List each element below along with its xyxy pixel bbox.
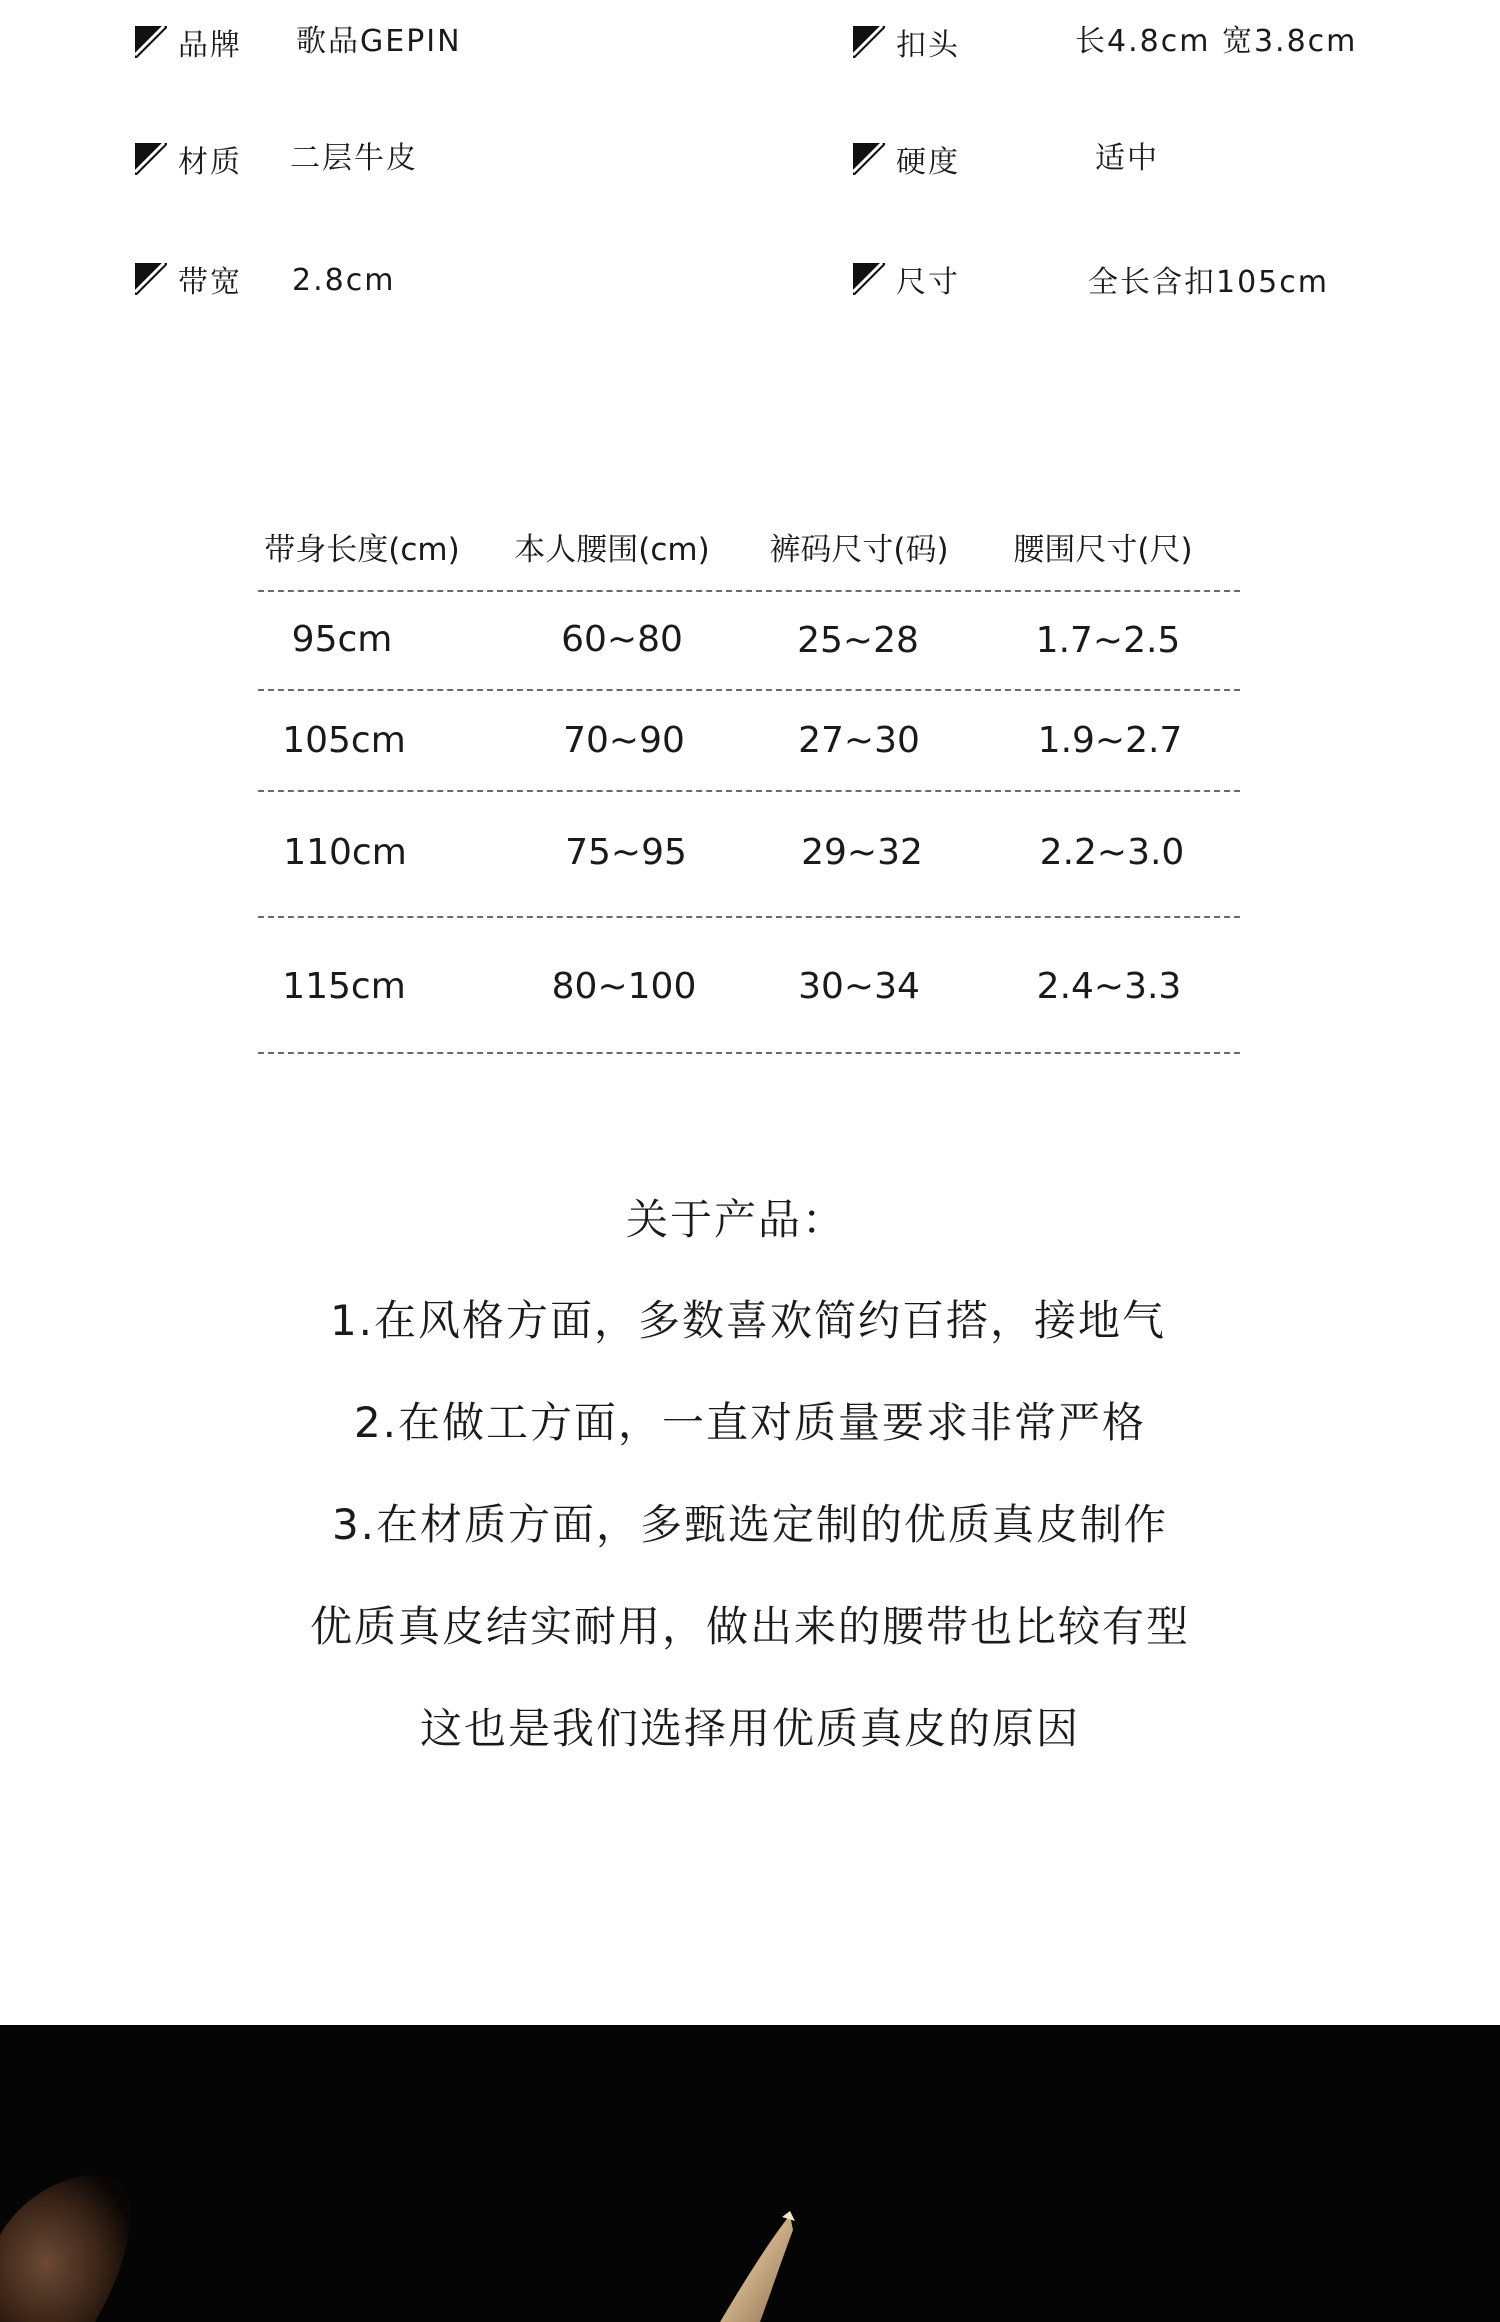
diagonal-square-icon: [134, 262, 168, 296]
header-pants-size: 裤码尺寸(码): [769, 532, 949, 568]
header-waist-chi: 腰围尺寸(尺): [1013, 532, 1193, 568]
spec-hardness-label: 硬度: [896, 145, 960, 180]
diagonal-square-icon: [852, 262, 886, 296]
cell-waist-chi: 2.2~3.0: [1039, 832, 1185, 873]
spec-material-label: 材质: [178, 145, 242, 180]
cell-belt-length: 95cm: [291, 619, 393, 660]
cell-pants-size: 25~28: [797, 620, 919, 661]
size-table: [258, 510, 1240, 1054]
product-photo: [0, 2025, 1500, 2322]
spec-buckle-label: 扣头: [896, 28, 960, 63]
cell-waist-cm: 75~95: [565, 832, 687, 873]
cell-belt-length: 110cm: [283, 832, 407, 873]
table-row: [258, 916, 1240, 1054]
size-table-header: [258, 510, 1240, 590]
cell-waist-cm: 70~90: [563, 720, 685, 761]
cell-pants-size: 27~30: [798, 720, 920, 761]
diagonal-square-icon: [134, 25, 168, 59]
cell-waist-chi: 2.4~3.3: [1036, 966, 1182, 1007]
cell-waist-chi: 1.9~2.7: [1037, 720, 1183, 761]
spec-brand-label: 品牌: [178, 28, 242, 63]
about-title: 关于产品：: [625, 1195, 846, 1244]
about-line-5: 这也是我们选择用优质真皮的原因: [419, 1704, 1080, 1753]
header-belt-length: 带身长度(cm): [264, 532, 460, 568]
table-row: [258, 689, 1240, 790]
diagonal-square-icon: [134, 142, 168, 176]
about-line-1: 1.在风格方面，多数喜欢简约百搭，接地气: [329, 1296, 1167, 1345]
spec-width-label: 带宽: [178, 265, 242, 300]
belt-photo-graphic: [0, 2025, 1500, 2322]
about-line-3: 3.在材质方面，多甄选定制的优质真皮制作: [331, 1500, 1169, 1549]
table-row: [258, 790, 1240, 916]
spec-width-value: 2.8cm: [292, 263, 396, 298]
spec-hardness-value: 适中: [1095, 141, 1159, 176]
spec-size: [852, 254, 960, 304]
cell-pants-size: 30~34: [798, 966, 920, 1007]
cell-waist-chi: 1.7~2.5: [1035, 620, 1181, 661]
about-line-4: 优质真皮结实耐用，做出来的腰带也比较有型: [309, 1602, 1190, 1651]
spec-size-label: 尺寸: [896, 265, 960, 300]
cell-belt-length: 115cm: [282, 966, 406, 1007]
cell-belt-length: 105cm: [282, 720, 406, 761]
spec-buckle: [852, 17, 960, 67]
spec-hardness: [852, 134, 960, 184]
about-line-2: 2.在做工方面，一直对质量要求非常严格: [353, 1398, 1147, 1447]
cell-waist-cm: 80~100: [551, 966, 697, 1007]
diagonal-square-icon: [852, 142, 886, 176]
header-waist-cm: 本人腰围(cm): [514, 532, 710, 568]
diagonal-square-icon: [852, 25, 886, 59]
spec-size-value: 全长含扣105cm: [1088, 265, 1329, 300]
spec-material-value: 二层牛皮: [290, 141, 418, 176]
spec-material: [134, 134, 242, 184]
spec-width: [134, 254, 242, 304]
spec-buckle-value: 长4.8cm 宽3.8cm: [1075, 24, 1358, 59]
cell-pants-size: 29~32: [801, 832, 923, 873]
cell-waist-cm: 60~80: [561, 619, 683, 660]
spec-brand: [134, 17, 242, 67]
table-row: [258, 590, 1240, 689]
spec-brand-value: 歌品GEPIN: [296, 24, 462, 59]
